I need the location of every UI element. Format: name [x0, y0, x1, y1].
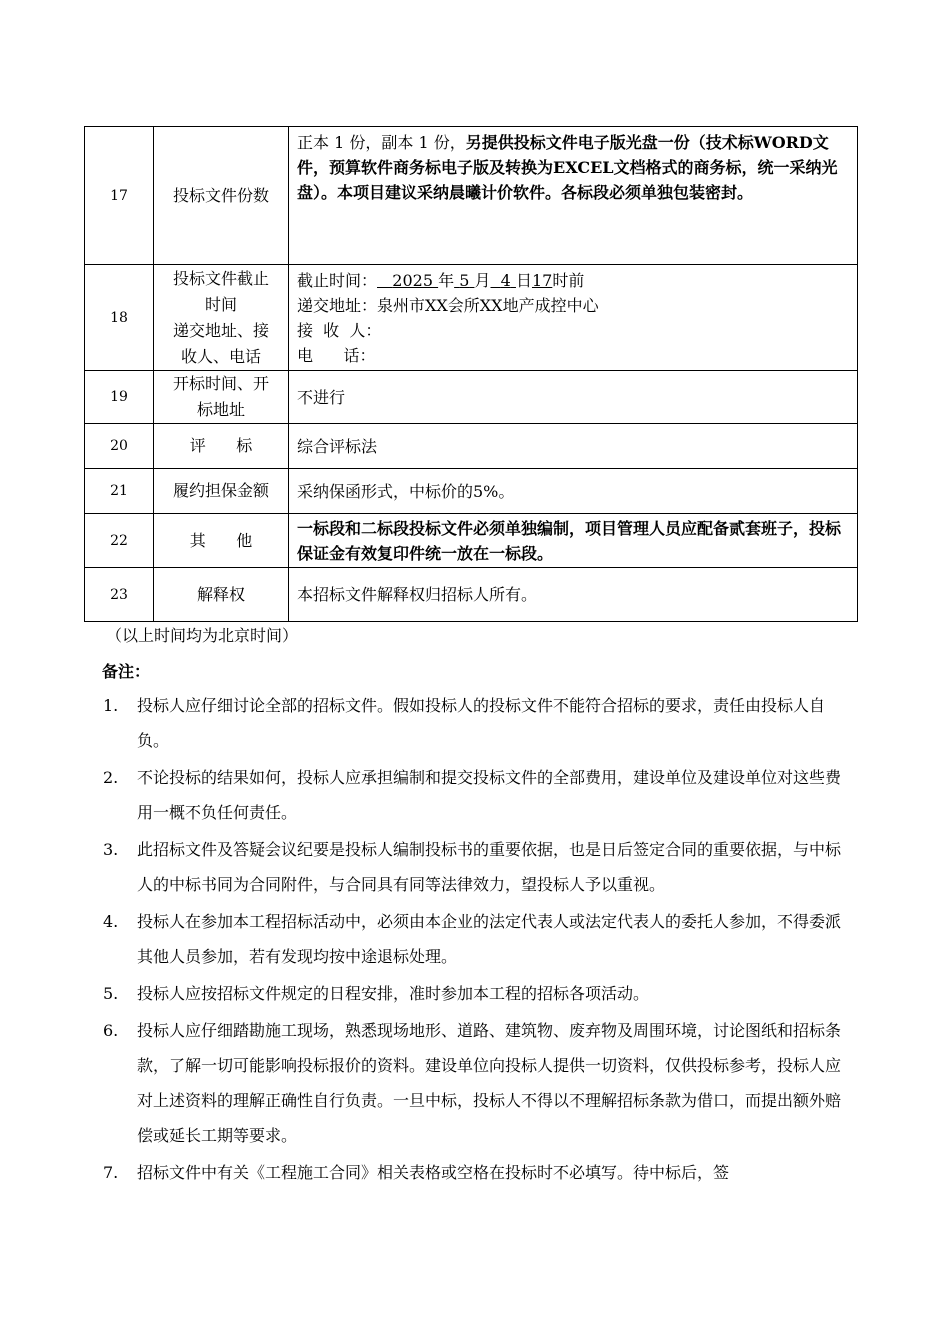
item-number: 1.	[103, 696, 119, 715]
deadline-hour: 17	[531, 270, 553, 290]
copies-requirement: 另提供投标文件电子版光盘一份（技术标WORD文件，预算软件商务标电子版及转换为EXCEL文档格式的商务标，统一采纳光盘）。本项目建议采纳晨曦计价软件。各标段必须单独包装密封。	[297, 133, 838, 202]
table-row	[85, 469, 858, 514]
item-line: 时间	[204, 294, 237, 314]
copies-text: 正本 1 份，副本 1 份，	[297, 133, 466, 152]
item-line: 递交地址、接	[172, 320, 269, 340]
row-content: 一标段和二标段投标文件必须单独编制，项目管理人员应配备贰套班子，投标保证金有效复印件统一放在一标段。	[289, 514, 858, 568]
item-number: 6.	[103, 1021, 119, 1040]
remarks-title: 备注：	[102, 662, 151, 681]
deadline-label: 截止时间：	[297, 270, 378, 290]
row-content: 本招标文件解释权归招标人所有。	[289, 568, 858, 622]
row-item: 评 标	[154, 424, 289, 469]
item-text: 投标人在参加本工程招标活动中，必须由本企业的法定代表人或法定代表人的委托人参加，不得委派其他人员参加，若有发现均按中途退标处理。	[137, 912, 842, 966]
deadline-day: 4	[500, 270, 511, 290]
month-unit: 月	[474, 270, 491, 290]
row-item: 投标文件份数	[154, 127, 289, 265]
row-item: 解释权	[154, 568, 289, 622]
table-row	[85, 265, 858, 371]
item-text: 投标人应仔细踏勘施工现场，熟悉现场地形、道路、建筑物、废弃物及周围环境，讨论图纸和招标条款，了解一切可能影响投标报价的资料。建设单位向投标人提供一切资料，仅供投标参考，投标人应对上述资料的理解正确性自行负责。一旦中标，投标人不得以不理解招标条款为借口，而提出额外赔偿或延长工期等要求。	[137, 1021, 842, 1145]
item-number: 4.	[103, 912, 119, 931]
item-text: 此招标文件及答疑会议纪要是投标人编制投标书的重要依据，也是日后签定合同的重要依据，与中标人的中标书同为合同附件，与合同具有同等法律效力，望投标人予以重视。	[137, 840, 842, 894]
row-item	[154, 371, 289, 424]
table-row	[85, 514, 858, 568]
table-row	[85, 371, 858, 424]
row-number: 20	[85, 424, 154, 469]
row-content: 不进行	[289, 371, 858, 424]
time-note: （以上时间均为北京时间）	[106, 626, 299, 645]
phone-line: 电 话：	[297, 345, 376, 365]
row-item: 履约担保金额	[154, 469, 289, 514]
list-item	[100, 832, 852, 902]
receiver-line: 接 收 人：	[297, 320, 382, 340]
item-number: 3.	[103, 840, 119, 859]
list-item	[100, 688, 852, 758]
deadline-month: 5	[459, 270, 470, 290]
deadline-year: 2025	[392, 270, 433, 290]
item-number: 2.	[103, 768, 119, 787]
row-number: 21	[85, 469, 154, 514]
item-text: 投标人应按招标文件规定的日程安排，准时参加本工程的招标各项活动。	[137, 984, 650, 1003]
bid-info-table	[84, 126, 858, 622]
row-content	[289, 265, 858, 371]
hour-unit: 时前	[552, 270, 585, 290]
list-item	[100, 1013, 852, 1153]
item-number: 5.	[103, 984, 119, 1003]
item-number: 7.	[103, 1163, 119, 1182]
remarks-list	[100, 688, 852, 1192]
list-item	[100, 976, 852, 1011]
row-number: 18	[85, 265, 154, 371]
item-line: 收人、电话	[180, 346, 261, 366]
list-item	[100, 904, 852, 974]
row-content: 采纳保函形式，中标价的5%。	[289, 469, 858, 514]
row-content	[289, 127, 858, 265]
table-row	[85, 127, 858, 265]
row-number: 17	[85, 127, 154, 265]
table-row	[85, 424, 858, 469]
item-text: 不论投标的结果如何，投标人应承担编制和提交投标文件的全部费用，建设单位及建设单位对这些费用一概不负任何责任。	[137, 768, 842, 822]
item-line: 开标时间、开	[172, 374, 269, 393]
deadline-line	[297, 268, 849, 293]
item-text: 投标人应仔细讨论全部的招标文件。假如投标人的投标文件不能符合招标的要求，责任由投标人自负。	[137, 696, 826, 750]
table-row	[85, 568, 858, 622]
item-line: 投标文件截止	[172, 268, 269, 288]
row-number: 19	[85, 371, 154, 424]
list-item	[100, 760, 852, 830]
row-content: 综合评标法	[289, 424, 858, 469]
address-line: 递交地址：泉州市XX会所XX地产成控中心	[297, 295, 599, 315]
row-number: 22	[85, 514, 154, 568]
item-text: 招标文件中有关《工程施工合同》相关表格或空格在投标时不必填写。待中标后，签	[137, 1163, 730, 1182]
row-item	[154, 265, 289, 371]
list-item	[100, 1155, 852, 1190]
item-line: 标地址	[196, 400, 245, 419]
row-number: 23	[85, 568, 154, 622]
year-unit: 年	[438, 270, 455, 290]
row-item: 其 他	[154, 514, 289, 568]
day-unit: 日	[515, 270, 532, 290]
